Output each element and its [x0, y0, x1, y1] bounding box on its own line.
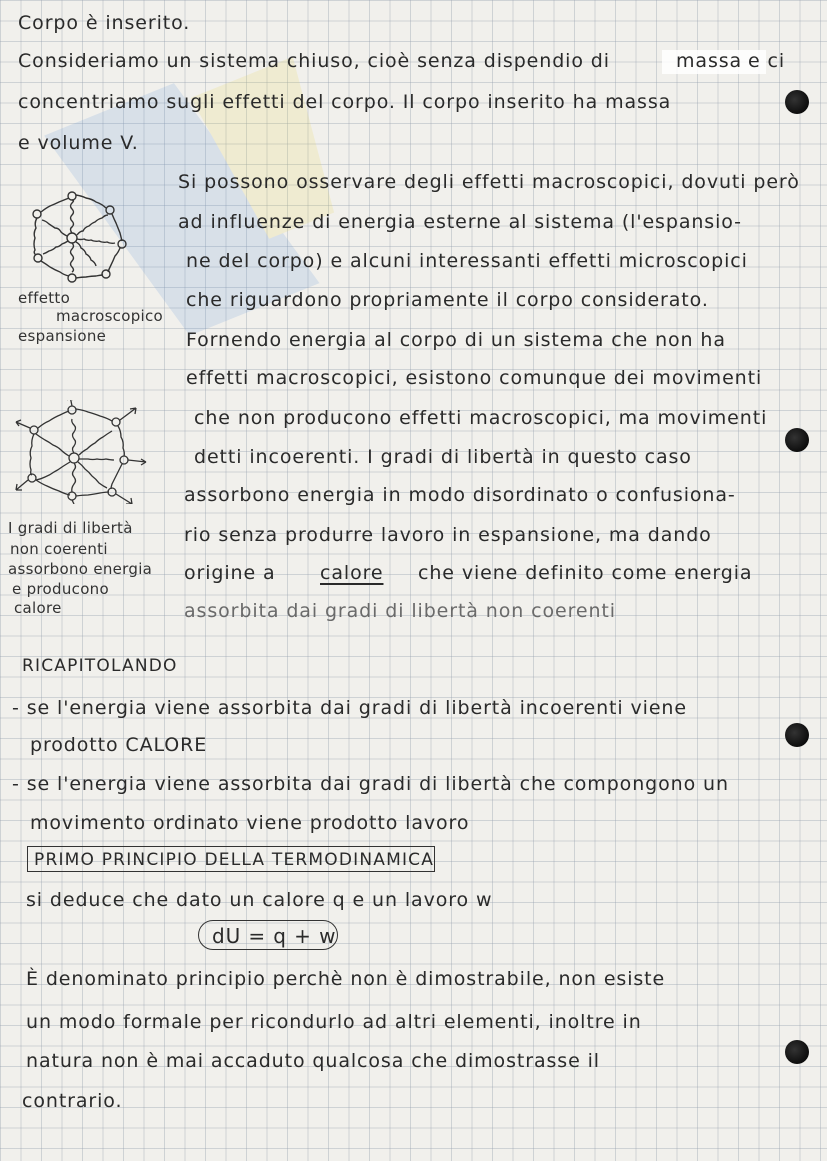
text-line-1: Corpo è inserito. [18, 12, 191, 34]
side-note-1c: espansione [18, 327, 107, 345]
binder-hole [785, 90, 809, 114]
binder-hole [785, 723, 809, 747]
binder-hole [785, 1040, 809, 1064]
side-note-2a: I gradi di libertà [8, 519, 133, 537]
text-line-2-highlighted: massa [676, 50, 743, 72]
explanation-line-3: natura non è mai accaduto qualcosa che dimostrasse il [26, 1050, 600, 1072]
side-note-2d: e producono [12, 580, 109, 598]
text-line-3: concentriamo sugli effetti del corpo. Il corpo inserito ha massa [18, 91, 672, 113]
text-line-6: ad influenze di energia esterne al sistema (l'espansio- [178, 211, 742, 233]
text-line-16: assorbita dai gradi di libertà non coerenti [184, 600, 616, 622]
summary-item-2: - se l'energia viene assorbita dai gradi di libertà che compongono un [12, 773, 729, 795]
text-line-5: Si possono osservare degli effetti macroscopici, dovuti però [178, 171, 800, 193]
molecule-springs-diagram [22, 186, 140, 290]
molecule-arrows-diagram [12, 400, 164, 504]
text-line-8: che riguardono propriamente il corpo considerato. [186, 289, 709, 311]
text-line-13: assorbono energia in modo disordinato o confusiona- [184, 484, 736, 506]
explanation-line-1: È denominato principio perchè non è dimostrabile, non esiste [26, 968, 666, 990]
explanation-line-4: contrario. [22, 1090, 123, 1112]
text-line-2: Consideriamo un sistema chiuso, cioè senza dispendio di [18, 50, 610, 72]
text-line-2-end: e ci [748, 50, 786, 72]
text-line-12: detti incoerenti. I gradi di libertà in questo caso [194, 446, 692, 468]
text-line-4: e volume V. [18, 132, 139, 154]
binder-hole [785, 428, 809, 452]
summary-item-1-cont: prodotto CALORE [30, 734, 208, 756]
text-line-14: rio senza produrre lavoro in espansione, ma dando [184, 524, 712, 546]
principle-intro: si deduce che dato un calore q e un lavoro w [26, 889, 493, 911]
side-note-1a: effetto [18, 289, 71, 307]
text-line-15-end: che viene definito come energia [418, 562, 753, 584]
text-line-9: Fornendo energia al corpo di un sistema che non ha [186, 329, 726, 351]
side-note-2c: assorbono energia [8, 560, 153, 578]
text-line-15-start: origine a [184, 562, 276, 584]
summary-heading: RICAPITOLANDO [22, 656, 178, 676]
principle-title: PRIMO PRINCIPIO DELLA TERMODINAMICA [34, 850, 435, 870]
text-line-11: che non producono effetti macroscopici, ma movimenti [194, 407, 768, 429]
side-note-2e: calore [14, 599, 62, 617]
formula: dU = q + w [212, 924, 337, 948]
text-line-7: ne del corpo) e alcuni interessanti effetti microscopici [186, 250, 748, 272]
text-line-10: effetti macroscopici, esistono comunque dei movimenti [186, 367, 763, 389]
side-note-2b: non coerenti [10, 540, 108, 558]
text-underlined-calore: calore [320, 562, 384, 584]
summary-item-2-cont: movimento ordinato viene prodotto lavoro [30, 812, 470, 834]
summary-item-1: - se l'energia viene assorbita dai gradi di libertà incoerenti viene [12, 697, 687, 719]
explanation-line-2: un modo formale per ricondurlo ad altri elementi, inoltre in [26, 1011, 642, 1033]
side-note-1b: macroscopico [56, 307, 164, 325]
